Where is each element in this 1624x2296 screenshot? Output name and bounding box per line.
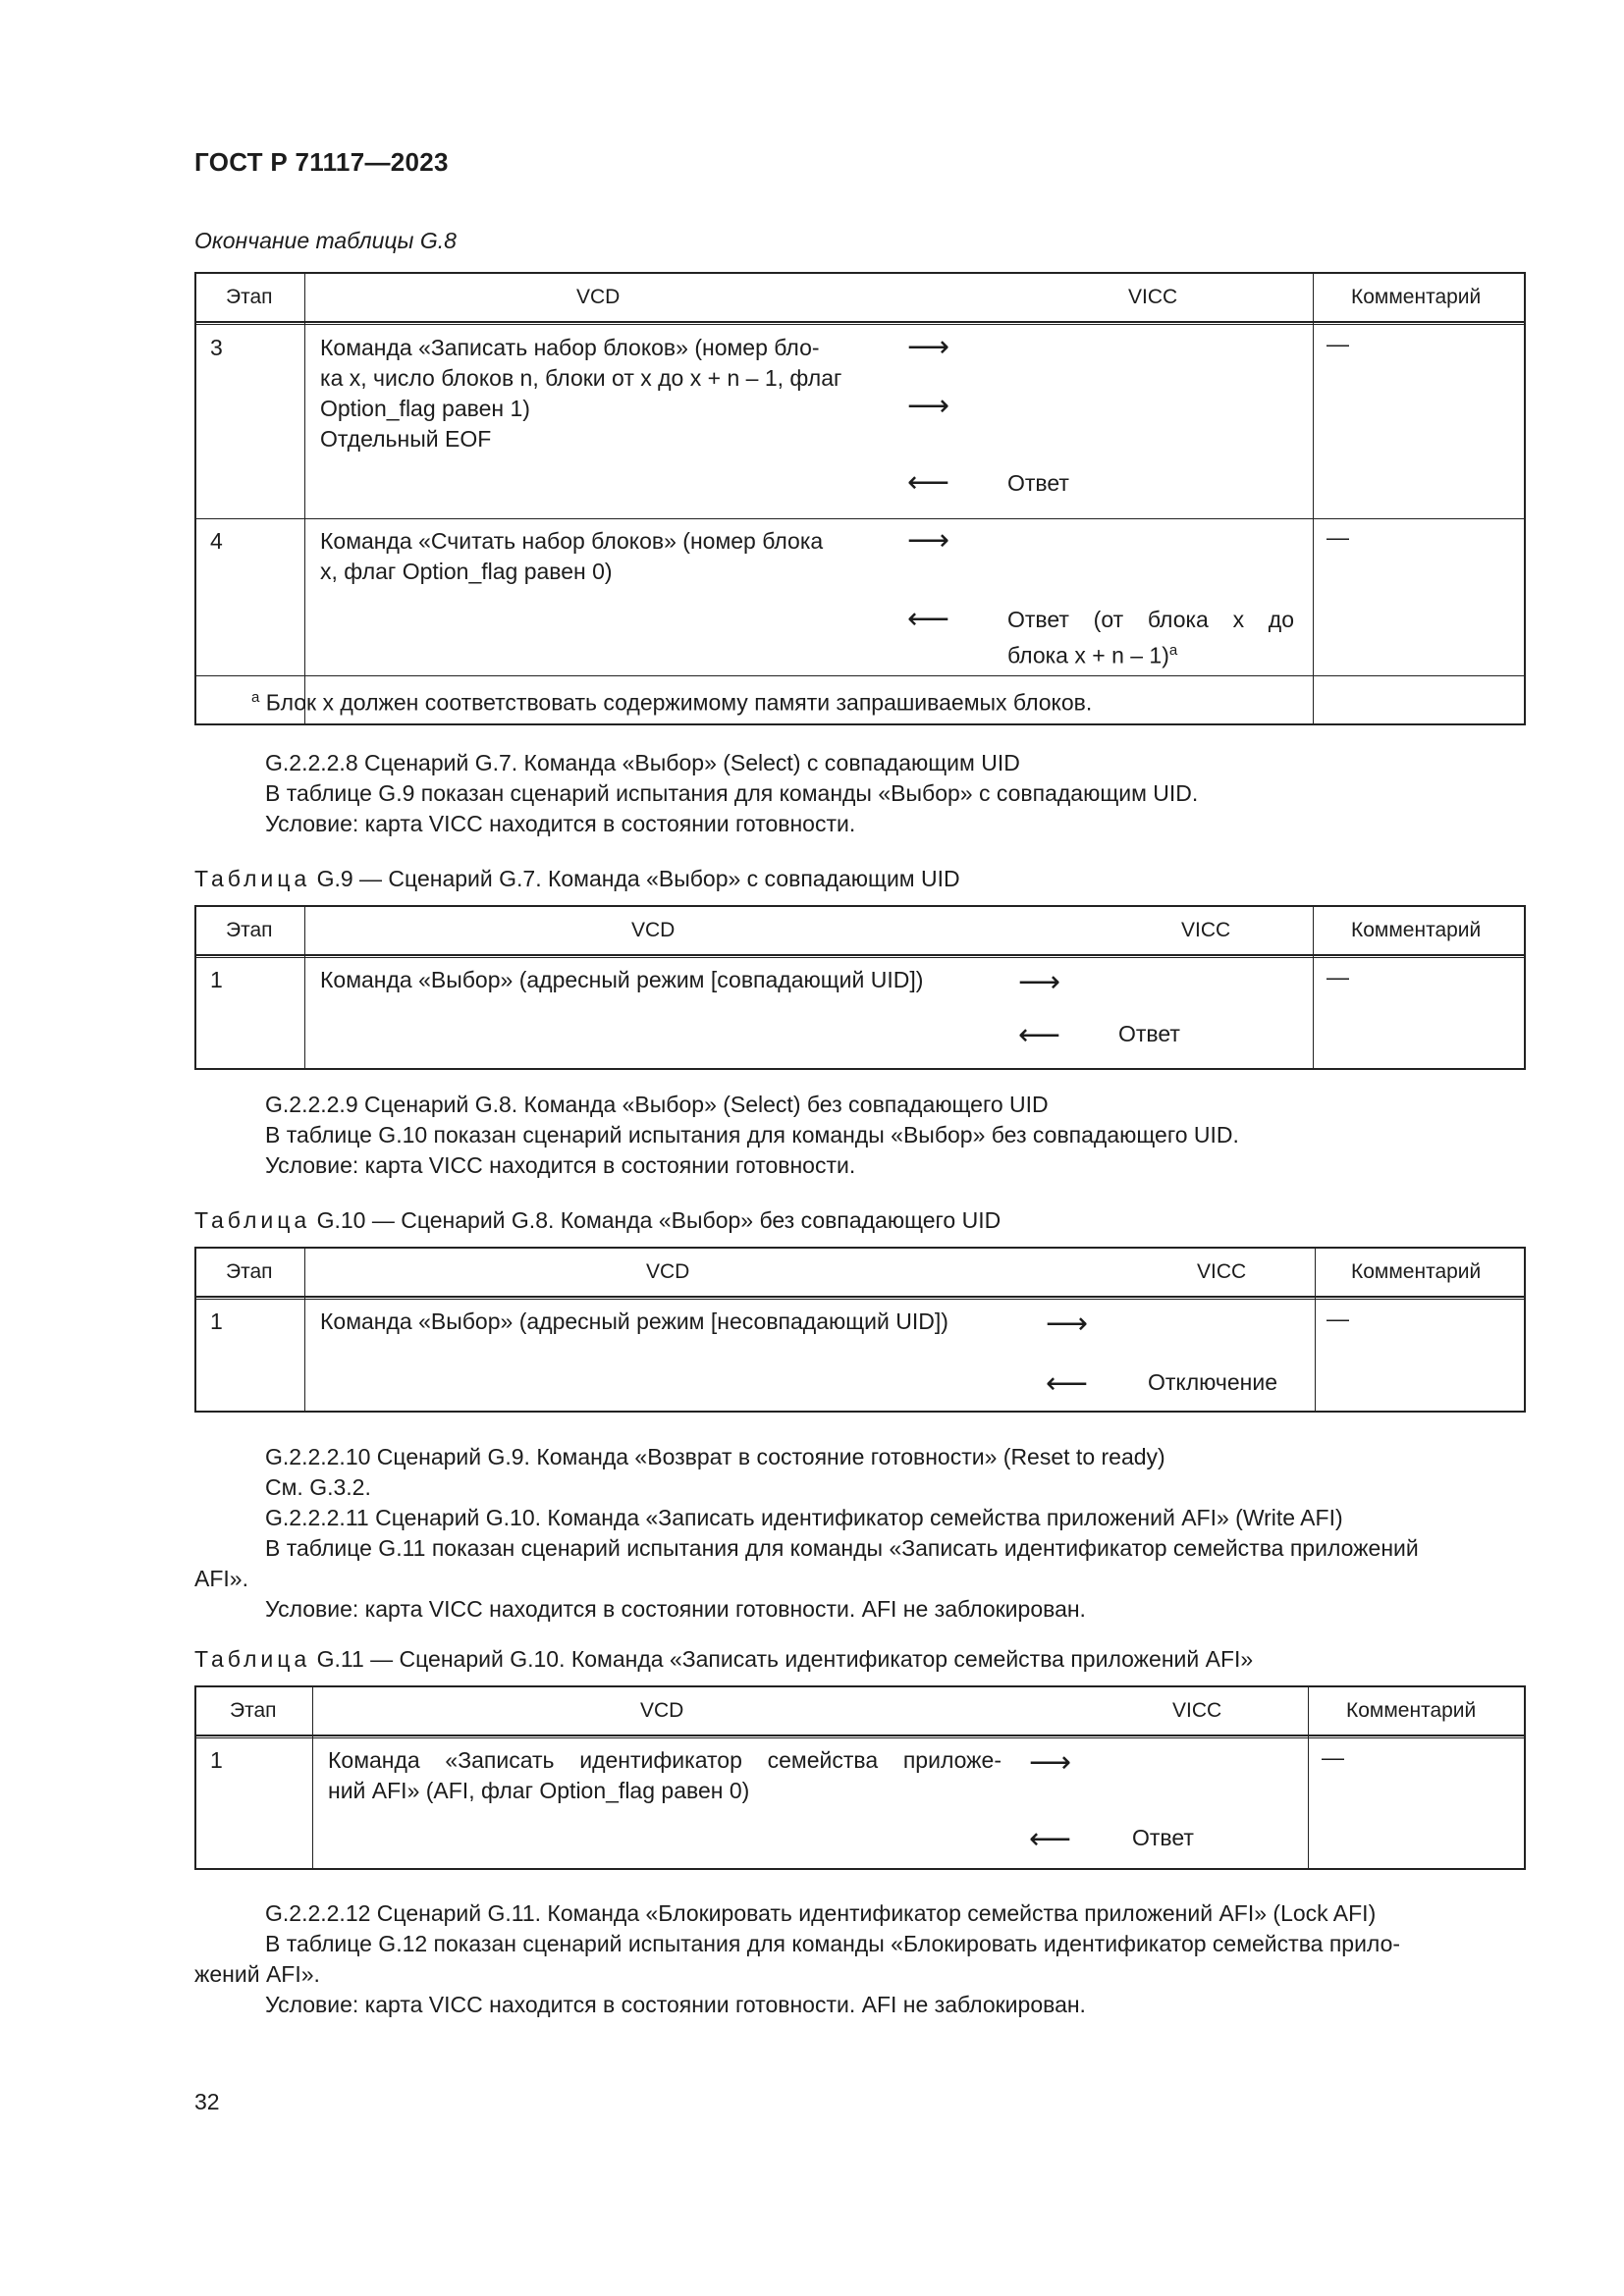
table-footnote: $^a$ Блок x должен соответствовать содержимому памяти запрашиваемых блоков. [251, 689, 1093, 716]
col-header-vcd: VCD [640, 1699, 684, 1722]
section-title: G.2.2.2.10 Сценарий G.9. Команда «Возврат в состояние готовности» (Reset to ready) [265, 1444, 1165, 1469]
col-header-stage: Этап [226, 1260, 273, 1283]
col-header-vicc: VICC [1172, 1699, 1222, 1722]
col-header-vcd: VCD [631, 919, 676, 941]
section-title: G.2.2.2.12 Сценарий G.11. Команда «Блокировать идентификатор семейства приложений AFI» (Lock AFI) [265, 1900, 1377, 1926]
comment-cell: — [1322, 1744, 1344, 1770]
table-g9-caption: Таблица G.9 — Сценарий G.7. Команда «Выбор» с совпадающим UID [194, 866, 960, 891]
vicc-cell: Ответ [1132, 1825, 1194, 1850]
vcd-cell [320, 333, 899, 454]
vcd-line: x, флаг Option_flag равен 0) [320, 559, 613, 584]
vcd-line: Команда «Записать идентификатор семейства приложе- [328, 1747, 1001, 1773]
vcd-cell [328, 1745, 1001, 1806]
vcd-cell [320, 526, 899, 587]
vcd-line: Команда «Записать набор блоков» (номер бло- [320, 335, 820, 360]
vcd-line: ка x, число блоков n, блоки от x до x + n – 1, флаг [320, 365, 842, 391]
table-g8 [194, 272, 1526, 725]
col-header-stage: Этап [226, 919, 273, 941]
section-title: G.2.2.2.8 Сценарий G.7. Команда «Выбор» (Select) с совпадающим UID [265, 750, 1020, 775]
section-text: AFI». [194, 1566, 248, 1591]
section-condition: Условие: карта VICC находится в состоянии готовности. AFI не заблокирован. [265, 1596, 1086, 1622]
stage-cell: 3 [210, 335, 223, 360]
vicc-line: блока x + n – 1)$^a$ [1007, 642, 1178, 668]
vicc-cell: Отключение [1148, 1369, 1278, 1395]
section-text: В таблице G.12 показан сценарий испытания для команды «Блокировать идентификатор семейства прило- [265, 1931, 1401, 1956]
stage-cell: 4 [210, 528, 223, 554]
section-ref: См. G.3.2. [265, 1474, 371, 1500]
vcd-line: Команда «Считать набор блоков» (номер блока [320, 528, 824, 554]
vicc-line: Ответ (от блока x до [1007, 607, 1294, 632]
vcd-cell: Команда «Выбор» (адресный режим [несовпадающий UID]) [320, 1308, 948, 1334]
section-title: G.2.2.2.9 Сценарий G.8. Команда «Выбор» (Select) без совпадающего UID [265, 1092, 1049, 1117]
table-g11 [194, 1685, 1526, 1870]
section-condition: Условие: карта VICC находится в состоянии готовности. [265, 1152, 856, 1178]
col-header-vicc: VICC [1181, 919, 1231, 941]
vcd-line: ний AFI» (AFI, флаг Option_flag равен 0) [328, 1778, 750, 1803]
col-header-vcd: VCD [646, 1260, 690, 1283]
section-condition: Условие: карта VICC находится в состоянии готовности. [265, 811, 856, 836]
stage-cell: 1 [210, 1308, 223, 1334]
table-g11-caption: Таблица G.11 — Сценарий G.10. Команда «Записать идентификатор семейства приложений AFI» [194, 1646, 1254, 1672]
col-header-vicc: VICC [1197, 1260, 1247, 1283]
arrow-left-icon: ⟵ [907, 465, 950, 500]
comment-cell: — [1326, 524, 1349, 550]
stage-cell: 1 [210, 967, 223, 992]
col-header-comment: Комментарий [1346, 1699, 1477, 1722]
arrow-left-icon: ⟵ [1029, 1822, 1072, 1856]
table-g10 [194, 1247, 1526, 1413]
arrow-right-icon: ⟶ [907, 523, 950, 558]
table-g10-caption: Таблица G.10 — Сценарий G.8. Команда «Выбор» без совпадающего UID [194, 1207, 1001, 1233]
section-g7 [194, 748, 1198, 839]
vcd-cell: Команда «Выбор» (адресный режим [совпадающий UID]) [320, 967, 924, 992]
section-text: В таблице G.9 показан сценарий испытания для команды «Выбор» с совпадающим UID. [265, 780, 1199, 806]
col-header-stage: Этап [226, 286, 273, 308]
table-continuation-caption: Окончание таблицы G.8 [194, 228, 457, 253]
vcd-line: Option_flag равен 1) [320, 396, 530, 421]
page-number: 32 [194, 2089, 220, 2114]
col-header-vcd: VCD [576, 286, 621, 308]
arrow-right-icon: ⟶ [1029, 1745, 1072, 1780]
footnote-mark: a [251, 689, 260, 706]
vicc-cell: Ответ [1118, 1021, 1180, 1046]
arrow-left-icon: ⟵ [907, 602, 950, 636]
section-g8 [194, 1090, 1239, 1181]
footnote-ref: a [1168, 642, 1178, 659]
arrow-right-icon: ⟶ [1046, 1307, 1089, 1341]
section-g9-g10 [194, 1442, 1526, 1625]
section-title: G.2.2.2.11 Сценарий G.10. Команда «Записать идентификатор семейства приложений AFI» (Write AFI) [265, 1505, 1343, 1530]
comment-cell: — [1326, 964, 1349, 989]
arrow-left-icon: ⟵ [1018, 1018, 1061, 1052]
document-header: ГОСТ Р 71117—2023 [194, 147, 449, 177]
section-g11 [194, 1898, 1526, 2020]
stage-cell: 1 [210, 1747, 223, 1773]
col-header-comment: Комментарий [1351, 1260, 1482, 1283]
arrow-right-icon: ⟶ [907, 389, 950, 423]
section-text: В таблице G.10 показан сценарий испытания для команды «Выбор» без совпадающего UID. [265, 1122, 1239, 1148]
col-header-comment: Комментарий [1351, 286, 1482, 308]
section-condition: Условие: карта VICC находится в состоянии готовности. AFI не заблокирован. [265, 1992, 1086, 2017]
comment-cell: — [1326, 331, 1349, 356]
section-text: В таблице G.11 показан сценарий испытания для команды «Записать идентификатор семейства приложений [265, 1535, 1419, 1561]
arrow-right-icon: ⟶ [1018, 965, 1061, 999]
comment-cell: — [1326, 1306, 1349, 1331]
vcd-line: Отдельный EOF [320, 426, 492, 452]
vicc-cell [1007, 605, 1294, 671]
table-g9 [194, 905, 1526, 1070]
col-header-comment: Комментарий [1351, 919, 1482, 941]
section-text: жений AFI». [194, 1961, 320, 1987]
col-header-vicc: VICC [1128, 286, 1178, 308]
vicc-cell: Ответ [1007, 470, 1069, 496]
arrow-right-icon: ⟶ [907, 330, 950, 364]
col-header-stage: Этап [230, 1699, 277, 1722]
arrow-left-icon: ⟵ [1046, 1366, 1089, 1401]
